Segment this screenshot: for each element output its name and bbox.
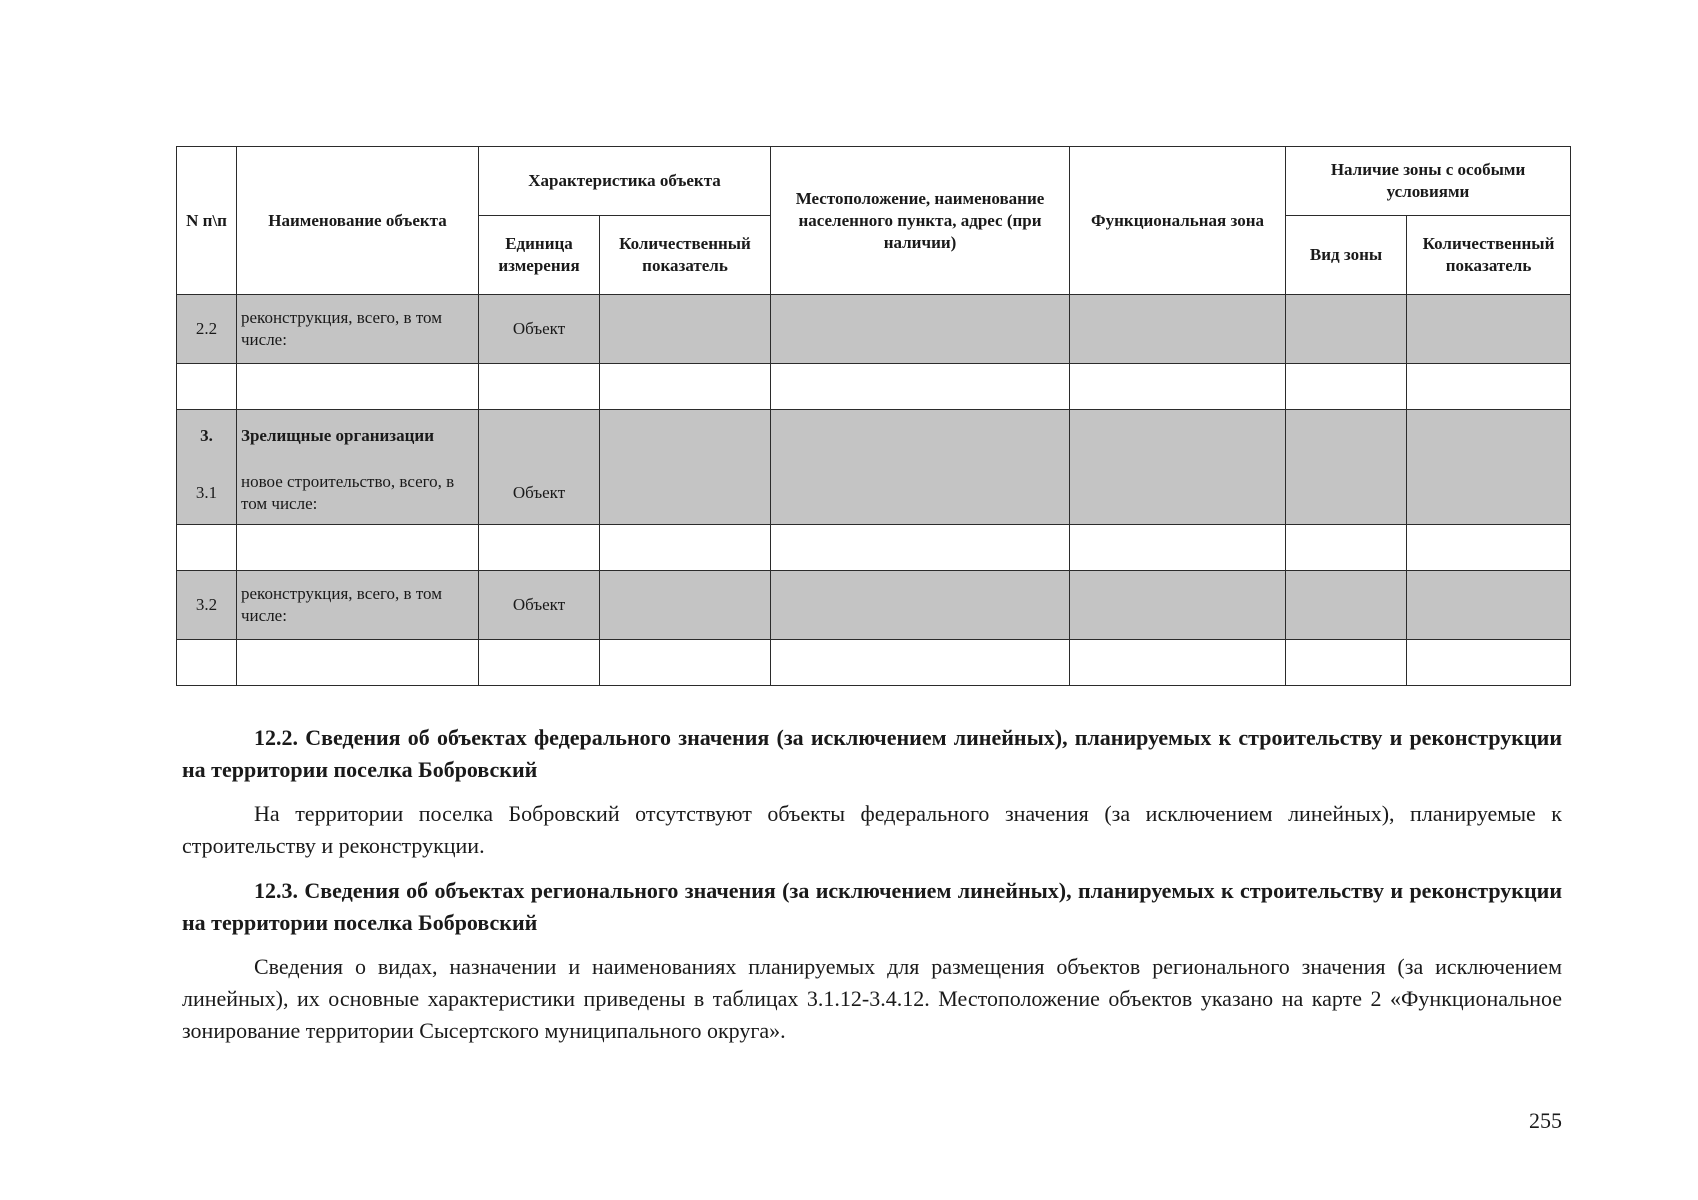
row-num: 3.2 [177,571,237,640]
group-name: Зрелищные организации [241,426,435,445]
row-zone [1070,571,1286,640]
row-zone [1070,295,1286,364]
row-location [771,571,1070,640]
table-row-empty [177,640,1571,686]
row-location [771,410,1070,525]
row-zone-type [1286,295,1407,364]
page-number: 255 [1529,1108,1562,1133]
row-name: реконструкция, всего, в том числе: [237,571,479,640]
sub-unit: Объект [512,483,566,502]
table-row-group [177,410,1571,525]
section-heading-12-2 [182,722,1562,786]
col-header-location: Местоположение, наименование населенного пункта, адрес (при наличии) [771,147,1070,295]
row-unit: Объект [479,571,600,640]
row-zone-type [1286,410,1407,525]
objects-table [176,146,1571,686]
section-heading-text: 12.3. Сведения об объектах регионального значения (за исключением линейных), планируемых к строительству и реконструкции на территории поселка Бобровский [182,878,1562,935]
table-row [177,295,1571,364]
row-name-cell [237,410,479,525]
col-header-num: N п\п [177,147,237,295]
group-num: 3. [200,426,213,445]
col-header-name: Наименование объекта [237,147,479,295]
col-header-quantity: Количественный показатель [600,216,771,295]
col-header-special-zone: Наличие зоны с особыми условиями [1286,147,1571,216]
table-row-empty [177,525,1571,571]
row-quantity [600,295,771,364]
section-body-text: Сведения о видах, назначении и наименованиях планируемых для размещения объектов регионального значения (за исключением линейных), их основные характеристики приведены в таблицах 3.1.12-3.4.12. Местоположение объектов указано на карте 2 «Функциональное зонирование территории Сысертского муниципального округа». [182,954,1562,1043]
row-quantity [600,410,771,525]
sub-name: новое строительство, всего, в том числе: [241,472,455,513]
col-header-zone-type: Вид зоны [1286,216,1407,295]
sub-num: 3.1 [195,483,218,502]
row-zone-quantity [1407,571,1571,640]
col-header-zone-quantity: Количественный показатель [1407,216,1571,295]
section-heading-text: 12.2. Сведения об объектах федерального значения (за исключением линейных), планируемых к строительству и реконструкции на территории поселка Бобровский [182,725,1562,782]
col-header-functional-zone: Функциональная зона [1070,147,1286,295]
row-quantity [600,571,771,640]
row-unit-cell [479,410,600,525]
table-row-empty [177,364,1571,410]
section-body-12-2 [182,798,1562,862]
col-header-unit: Единица измерения [479,216,600,295]
row-unit: Объект [479,295,600,364]
row-name: реконструкция, всего, в том числе: [237,295,479,364]
row-location [771,295,1070,364]
row-zone-type [1286,571,1407,640]
section-heading-12-3 [182,875,1562,939]
row-zone-quantity [1407,295,1571,364]
row-zone [1070,410,1286,525]
row-num-cell [177,410,237,525]
section-body-12-3 [182,951,1562,1047]
row-num: 2.2 [177,295,237,364]
table-row [177,571,1571,640]
section-body-text: На территории поселка Бобровский отсутствуют объекты федерального значения (за исключением линейных), планируемые к строительству и реконструкции. [182,801,1562,858]
col-header-characteristics: Характеристика объекта [479,147,771,216]
row-zone-quantity [1407,410,1571,525]
